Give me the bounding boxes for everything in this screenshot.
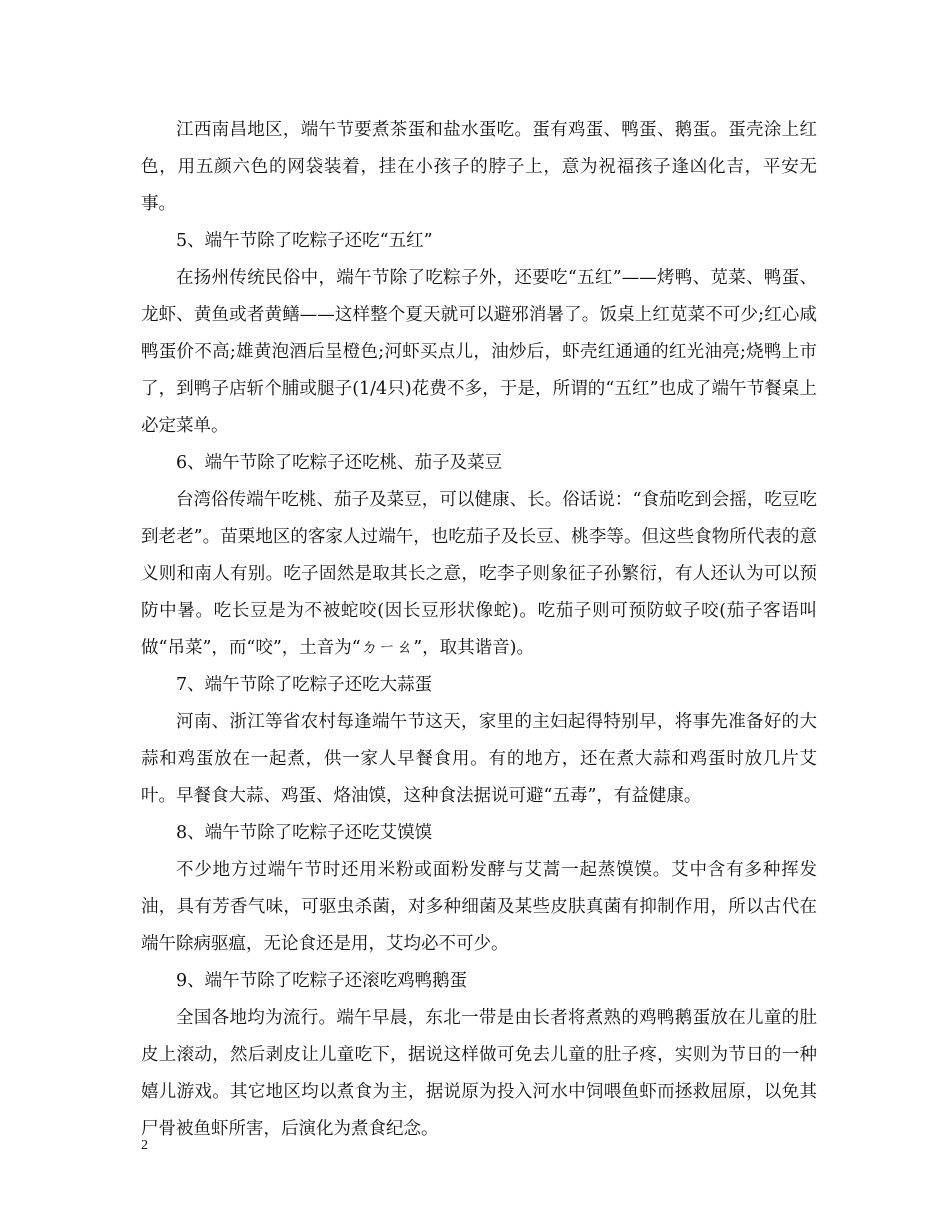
heading-peach-eggplant-beans: 6、端午节除了吃粽子还吃桃、茄子及菜豆 <box>176 453 503 473</box>
paragraph-peach-eggplant-beans: 台湾俗传端午吃桃、茄子及菜豆，可以健康、长。俗话说：“食茄吃到会摇，吃豆吃到老老”。苗栗地区的客家人过端午，也吃茄子及长豆、桃李等。但这些食物所代表的意义则和南人有别。吃子固然是取其长之意，吃李子则象征子孙繁衍，有人还认为可以预防中暑。吃长豆是为不被蛇咬(因长豆形状像蛇)。吃茄子则可预防蚊子咬(茄子客语叫做“吊菜”，而“咬”，土音为“ㄉㄧㄠ”，取其谐音)。 <box>141 490 817 658</box>
page-number: 2 <box>141 1138 148 1153</box>
paragraph-garlic-eggs: 河南、浙江等省农村每逢端午节这天，家里的主妇起得特别早，将事先准备好的大蒜和鸡蛋放在一起煮，供一家人早餐食用。有的地方，还在煮大蒜和鸡蛋时放几片艾叶。早餐食大蒜、鸡蛋、烙油馍，这种食法据说可避“五毒”，有益健康。 <box>141 712 817 806</box>
heading-rolling-eggs: 9、端午节除了吃粽子还滚吃鸡鸭鹅蛋 <box>176 971 468 991</box>
paragraph-mugwort-buns: 不少地方过端午节时还用米粉或面粉发酵与艾蒿一起蒸馍馍。艾中含有多种挥发油，具有芳香气味，可驱虫杀菌，对多种细菌及某些皮肤真菌有抑制作用，所以古代在端午除病驱瘟，无论食还是用，艾均必不可少。 <box>141 860 817 954</box>
heading-five-reds: 5、端午节除了吃粽子还吃“五红” <box>176 231 433 251</box>
heading-mugwort-buns: 8、端午节除了吃粽子还吃艾馍馍 <box>176 823 433 843</box>
paragraph-rolling-eggs: 全国各地均为流行。端午早晨，东北一带是由长者将煮熟的鸡鸭鹅蛋放在儿童的肚皮上滚动，然后剥皮让儿童吃下，据说这样做可免去儿童的肚子疼，实则为节日的一种嬉儿游戏。其它地区均以煮食为主，据说原为投入河水中饲喂鱼虾而拯救屈原，以免其尸骨被鱼虾所害，后演化为煮食纪念。 <box>141 1008 817 1139</box>
paragraph-nanchang-eggs: 江西南昌地区，端午节要煮茶蛋和盐水蛋吃。蛋有鸡蛋、鸭蛋、鹅蛋。蛋壳涂上红色，用五颜六色的网袋装着，挂在小孩子的脖子上，意为祝福孩子逢凶化吉，平安无事。 <box>141 120 817 214</box>
heading-garlic-eggs: 7、端午节除了吃粽子还吃大蒜蛋 <box>176 675 433 695</box>
paragraph-five-reds: 在扬州传统民俗中，端午节除了吃粽子外，还要吃“五红”——烤鸭、苋菜、鸭蛋、龙虾、黄鱼或者黄鳝——这样整个夏天就可以避邪消暑了。饭桌上红苋菜不可少;红心咸鸭蛋价不高;雄黄泡酒后呈橙色;河虾买点儿，油炒后，虾壳红通通的红光油亮;烧鸭上市了，到鸭子店斩个脯或腿子(1/4只)花费不多，于是，所谓的“五红”也成了端午节餐桌上必定菜单。 <box>141 268 817 436</box>
document-body <box>141 112 817 1148</box>
